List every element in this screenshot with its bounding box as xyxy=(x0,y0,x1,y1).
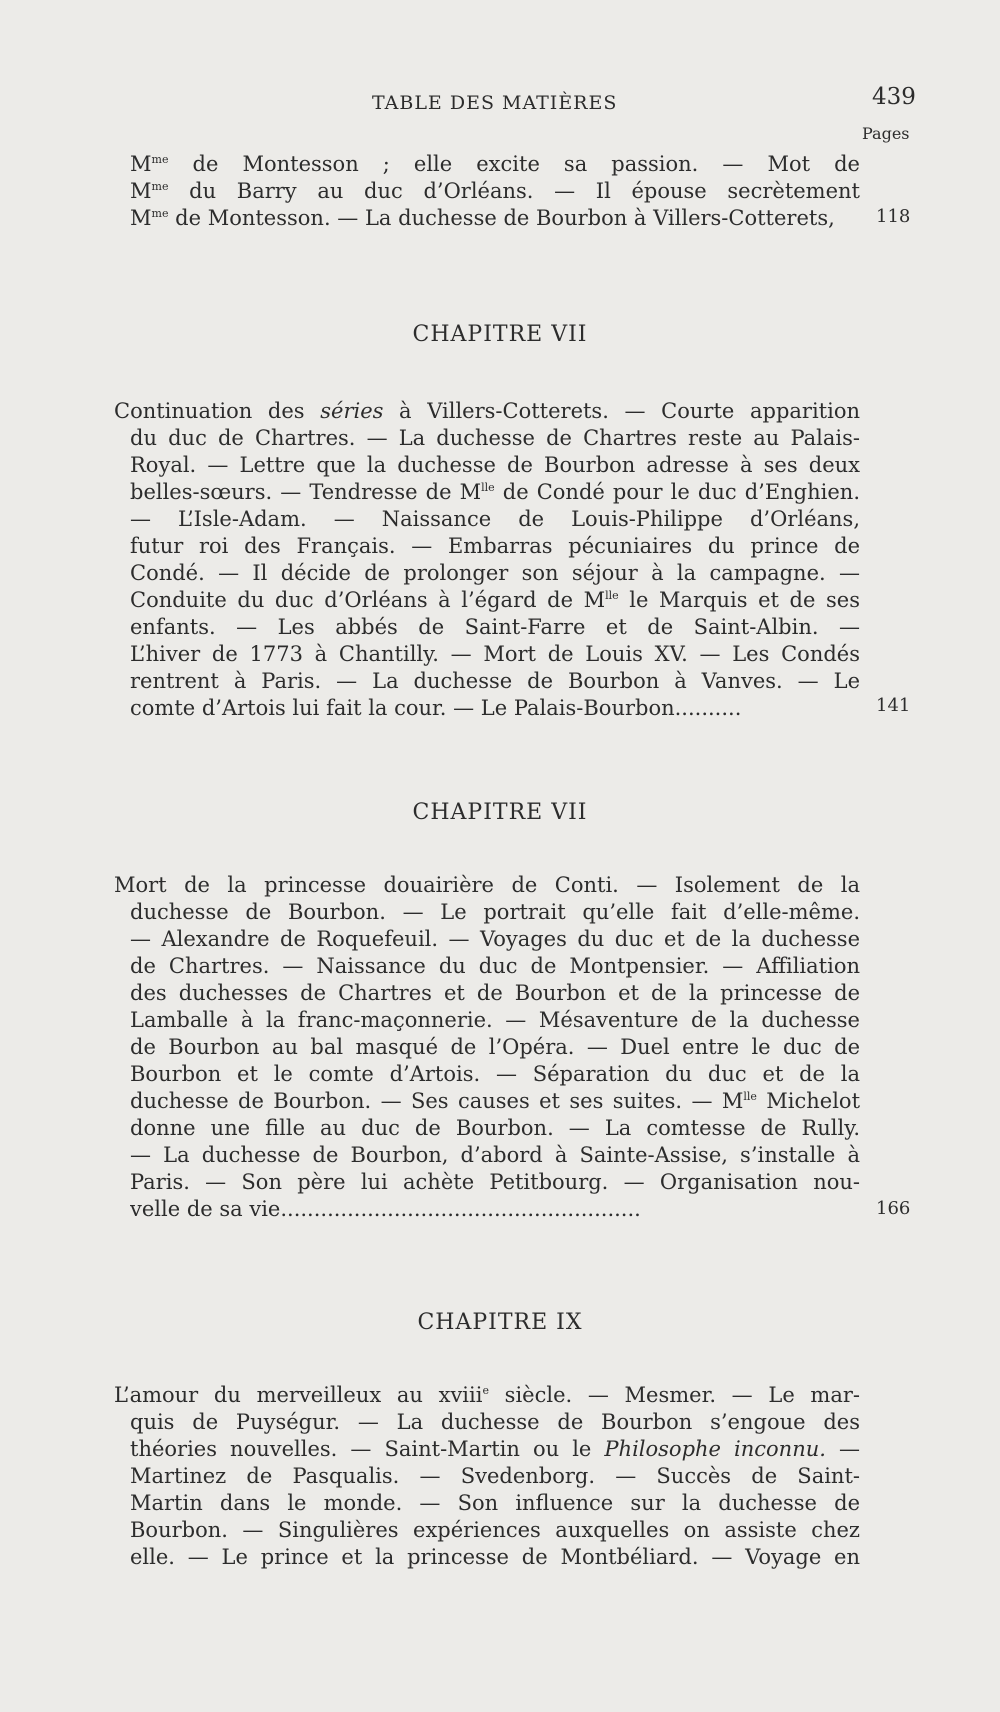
entry-line: Lamballe à la franc-maçonnerie. — Mésaventure de la duchesse xyxy=(130,1008,860,1032)
entry-line: enfants. — Les abbés de Saint-Farre et de Saint-Albin. — xyxy=(130,615,860,639)
entry-line: Bourbon. — Singulières expériences auxquelles on assiste chez xyxy=(130,1518,860,1542)
toc-entry-chapter-vii-b xyxy=(114,872,860,1223)
entry-line: quis de Puységur. — La duchesse de Bourbon s’engoue des xyxy=(130,1410,860,1434)
chapter-heading: CHAPITRE VII xyxy=(412,322,588,347)
entry-line: — Alexandre de Roquefeuil. — Voyages du duc et de la duchesse xyxy=(130,927,860,951)
entry-line: Bourbon et le comte d’Artois. — Séparation du duc et de la xyxy=(130,1062,860,1086)
entry-line: — L’Isle-Adam. — Naissance de Louis-Philippe d’Orléans, xyxy=(130,507,860,531)
entry-line: velle de sa vie...................................................... xyxy=(130,1197,641,1221)
entry-line: Martin dans le monde. — Son influence sur la duchesse de xyxy=(130,1491,860,1515)
entry-line: de Chartres. — Naissance du duc de Montpensier. — Affiliation xyxy=(130,954,860,978)
entry-line: comte d’Artois lui fait la cour. — Le Palais-Bourbon.......... xyxy=(130,696,742,720)
chapter-heading: CHAPITRE IX xyxy=(417,1310,583,1335)
entry-line: — La duchesse de Bourbon, d’abord à Sainte-Assise, s’installe à xyxy=(130,1143,860,1167)
pages-column-label: Pages xyxy=(862,124,910,143)
entry-line: $M^{me}$ de Montesson ; elle excite sa passion. — Mot de xyxy=(130,152,860,176)
toc-entry-chapter-vii-a xyxy=(114,398,860,722)
entry-line: du duc de Chartres. — La duchesse de Chartres reste au Palais- xyxy=(130,426,860,450)
entry-line: elle. — Le prince et la princesse de Montbéliard. — Voyage en xyxy=(130,1545,860,1569)
entry-line: Royal. — Lettre que la duchesse de Bourbon adresse à ses deux xyxy=(130,453,860,477)
toc-entry-continuation xyxy=(130,151,860,232)
entry-line: rentrent à Paris. — La duchesse de Bourbon à Vanves. — Le xyxy=(130,669,860,693)
entry-line: L’amour du merveilleux au xviii$^e$ siècle. — Mesmer. — Le mar- xyxy=(114,1383,860,1407)
entry-page-number: 118 xyxy=(876,206,911,227)
entry-line: belles-sœurs. — Tendresse de $M^{lle}$ de Condé pour le duc d’Enghien. xyxy=(130,480,860,504)
running-title: TABLE DES MATIÈRES xyxy=(372,92,618,114)
entry-line: théories nouvelles. — Saint-Martin ou le Philosophe inconnu. — xyxy=(130,1437,860,1461)
entry-line: Conduite du duc d’Orléans à l’égard de $M^{lle}$ le Marquis et de ses xyxy=(130,588,860,612)
toc-entry-chapter-ix xyxy=(114,1382,860,1571)
entry-line: de Bourbon au bal masqué de l’Opéra. — Duel entre le duc de xyxy=(130,1035,860,1059)
entry-line: futur roi des Français. — Embarras pécuniaires du prince de xyxy=(130,534,860,558)
entry-line: Continuation des séries à Villers-Cotterets. — Courte apparition xyxy=(114,399,860,423)
entry-line: des duchesses de Chartres et de Bourbon et de la princesse de xyxy=(130,981,860,1005)
entry-line: Paris. — Son père lui achète Petitbourg. — Organisation nou- xyxy=(130,1170,860,1194)
entry-line: duchesse de Bourbon. — Le portrait qu’elle fait d’elle-même. xyxy=(130,900,860,924)
entry-page-number: 141 xyxy=(876,695,911,716)
entry-page-number: 166 xyxy=(876,1198,911,1219)
entry-line: $M^{me}$ de Montesson. — La duchesse de Bourbon à Villers-Cotterets, xyxy=(130,206,835,230)
entry-line: Martinez de Pasqualis. — Svedenborg. — Succès de Saint- xyxy=(130,1464,860,1488)
entry-line: $M^{me}$ du Barry au duc d’Orléans. — Il épouse secrètement xyxy=(130,179,860,203)
chapter-heading: CHAPITRE VII xyxy=(412,800,588,825)
page-number: 439 xyxy=(872,84,916,110)
entry-line: L’hiver de 1773 à Chantilly. — Mort de Louis XV. — Les Condés xyxy=(130,642,860,666)
entry-line: Mort de la princesse douairière de Conti. — Isolement de la xyxy=(114,873,860,897)
entry-line: duchesse de Bourbon. — Ses causes et ses suites. — $M^{lle}$ Michelot xyxy=(130,1089,860,1113)
entry-line: Condé. — Il décide de prolonger son séjour à la campagne. — xyxy=(130,561,860,585)
entry-line: donne une fille au duc de Bourbon. — La comtesse de Rully. xyxy=(130,1116,860,1140)
